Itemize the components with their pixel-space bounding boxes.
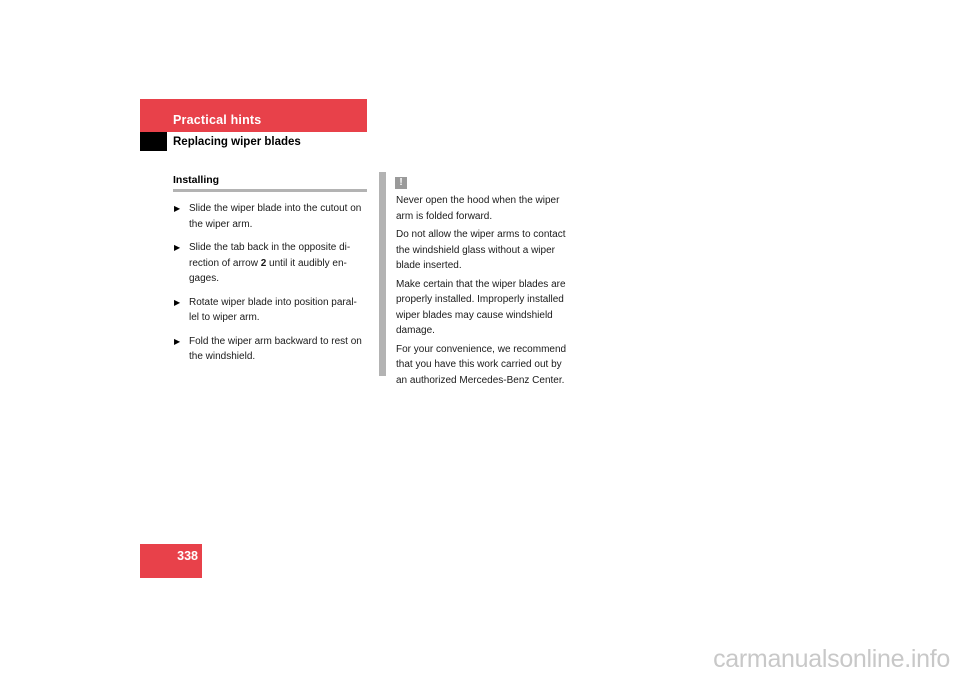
step-text	[189, 242, 350, 284]
section-title: Practical hints	[173, 113, 262, 127]
note-sidebar	[379, 172, 386, 376]
step-text: Rotate wiper blade into position paral- lel to wiper arm.	[189, 296, 357, 323]
arrow-reference: 2	[260, 257, 267, 269]
watermark: carmanualsonline.info	[713, 645, 950, 673]
page-number-badge	[140, 544, 202, 578]
bullet-arrow-icon: ▶	[174, 336, 181, 346]
step-text-part: until it audibly en- gages.	[189, 257, 347, 284]
list-item	[173, 295, 369, 326]
bullet-arrow-icon: ▶	[174, 297, 181, 307]
bullet-arrow-icon: ▶	[174, 243, 181, 252]
step-text: Fold the wiper arm backward to rest on the windshield.	[189, 335, 362, 362]
warning-icon: !	[395, 177, 407, 189]
note-paragraph: Never open the hood when the wiper arm is folded forward.	[396, 195, 560, 222]
warning-note	[396, 193, 578, 391]
step-text: Slide the wiper blade into the cutout on the wiper arm.	[189, 203, 362, 230]
note-paragraph: Do not allow the wiper arms to contact the windshield glass without a wiper blade inserted.	[396, 229, 566, 271]
header-marker	[140, 132, 167, 151]
list-item	[173, 201, 369, 232]
note-paragraph: Make certain that the wiper blades are properly installed. Improperly installed wiper blades may cause windshield damage.	[396, 278, 566, 336]
list-item	[173, 240, 369, 287]
page-number: 338	[177, 549, 198, 563]
section-heading: Installing	[173, 174, 367, 192]
instruction-list	[173, 201, 369, 373]
page-title: Replacing wiper blades	[173, 136, 301, 148]
note-paragraph: For your convenience, we recommend that you have this work carried out by an authorized Mercedes-Benz Center.	[396, 343, 567, 386]
list-item	[173, 334, 369, 365]
step-text-part: Slide the tab back in the opposite di- rection of arrow	[189, 242, 351, 269]
bullet-arrow-icon: ▶	[174, 204, 181, 213]
